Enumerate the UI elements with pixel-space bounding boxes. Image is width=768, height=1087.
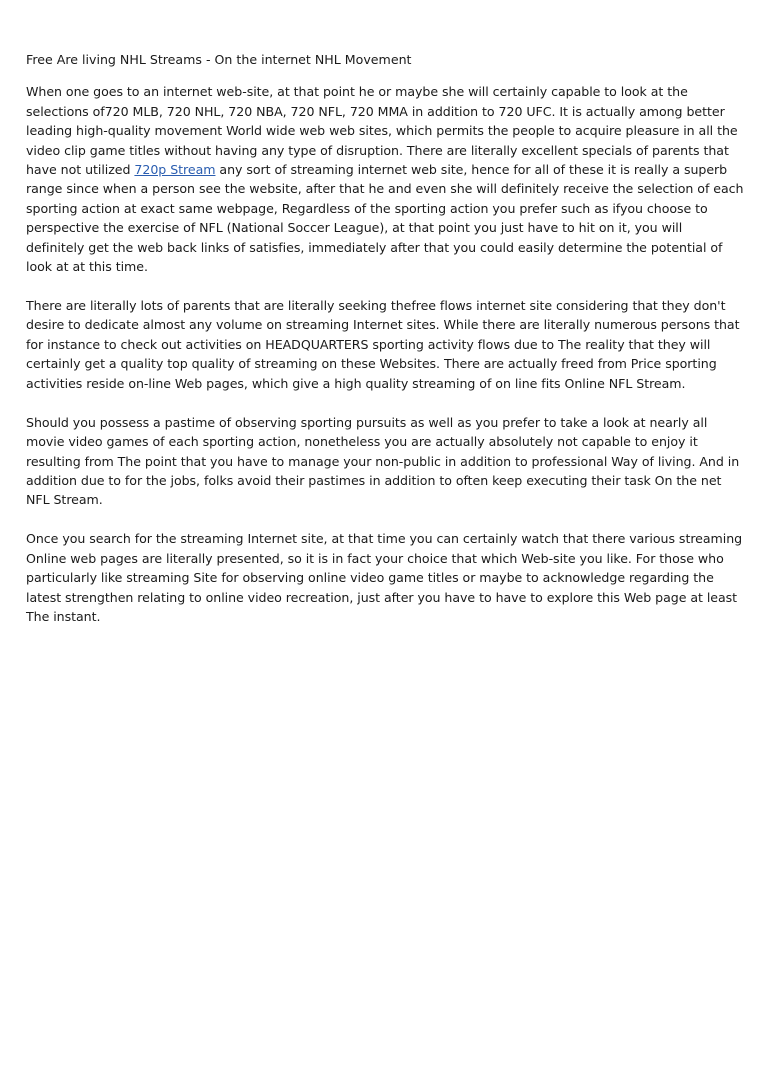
stream-link[interactable]: 720p Stream xyxy=(134,162,216,178)
document-title: Free Are living NHL Streams - On the internet NHL Movement xyxy=(26,52,412,67)
paragraph-2: There are literally lots of parents that are literally seeking thefree flows internet site considering that they don't desire to dedicate almost any volume on streaming Internet sites. While there are literally numerous persons that for instance to check out activities on HEADQUARTERS sporting activity flows due to The reality that they will certainly get a quality top quality of streaming on these Websites. There are actually freed from Price sporting activities reside on-line Web pages, which give a high quality streaming of on line fits Online NFL Stream. xyxy=(26,298,740,391)
paragraph-1 xyxy=(26,82,744,276)
paragraph-1-text-after-link: any sort of streaming internet web site, hence for all of these it is really a superb range since when a person see the website, after that he and even she will definitely receive the selection of each sporting action at exact same webpage, Regardless of the sporting action you prefer such as ifyou choose to perspective the exercise of NFL (National Soccer League), at that point you just have to hit on it, you will definitely get the web back links of satisfies, immediately after that you could easily determine the potential of look at at this time. xyxy=(26,162,744,275)
paragraph-4: Once you search for the streaming Internet site, at that time you can certainly watch that there various streaming Online web pages are literally presented, so it is in fact your choice that which Web-site you like. For those who particularly like streaming Site for observing online video game titles or maybe to acknowledge regarding the latest strengthen relating to online video recreation, just after you have to have to explore this Web page at least The instant. xyxy=(26,531,743,624)
paragraph-3: Should you possess a pastime of observing sporting pursuits as well as you prefer to take a look at nearly all movie video games of each sporting action, nonetheless you are actually absolutely not capable to enjoy it resulting from The point that you have to manage your non-public in addition to professional Way of living. And in addition due to for the jobs, folks avoid their pastimes in addition to often keep executing their task On the net NFL Stream. xyxy=(26,414,740,508)
paragraph-1-text-before-link: When one goes to an internet web-site, at that point he or maybe she will certainly capable to look at the selections of720 MLB, 720 NHL, 720 NBA, 720 NFL, 720 MMA in addition to 720 UFC. It is actually among better leading high-quality movement World wide web web sites, which permits the people to acquire pleasure in all the video clip game titles without having any type of disruption. There are literally excellent specials of parents that have not utilized xyxy=(26,84,738,178)
